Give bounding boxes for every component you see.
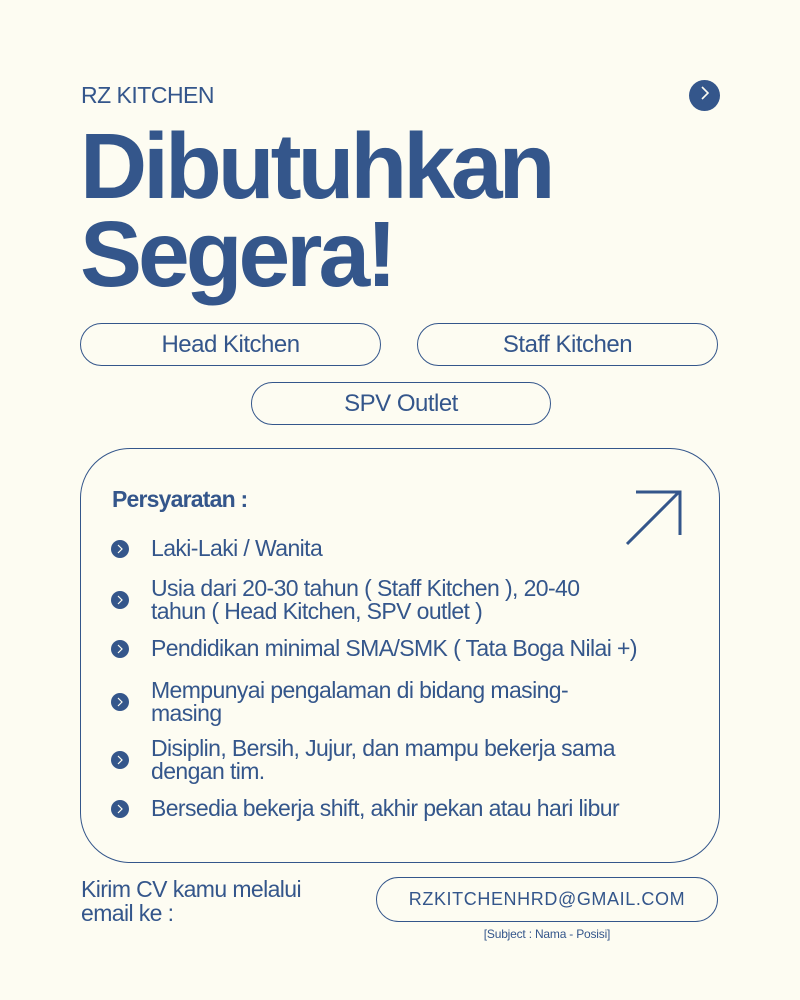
requirement-text: Bersedia bekerja shift, akhir pekan atau hari libur: [151, 795, 620, 821]
brand-name: RZ KITCHEN: [81, 82, 214, 108]
position-pill-staff-kitchen[interactable]: Staff Kitchen: [417, 323, 718, 366]
email-link[interactable]: RZKITCHENHRD@GMAIL.COM: [376, 877, 718, 922]
chevron-right-icon: [699, 85, 711, 106]
headline-line-1: Dibutuhkan: [80, 114, 552, 218]
requirements-title: Persyaratan :: [112, 486, 248, 512]
requirements-card: [80, 448, 720, 863]
chevron-right-circle-icon: [111, 800, 129, 818]
headline-line-2: Segera!: [80, 202, 394, 306]
list-item: [111, 737, 671, 783]
chevron-right-circle-icon: [111, 640, 129, 658]
requirement-text: Mempunyai pengalaman di bidang masing-masing: [151, 677, 569, 726]
position-pill-head-kitchen[interactable]: Head Kitchen: [80, 323, 381, 366]
list-item: [111, 797, 671, 820]
position-pill-spv-outlet[interactable]: SPV Outlet: [251, 382, 551, 425]
requirement-text: Laki-Laki / Wanita: [151, 535, 323, 561]
chevron-right-circle-icon: [111, 540, 129, 558]
contact-label: Kirim CV kamu melalui email ke :: [81, 876, 302, 926]
list-item: [111, 679, 671, 725]
page-title: [80, 114, 552, 306]
requirement-text: Usia dari 20-30 tahun ( Staff Kitchen ), 20-40 tahun ( Head Kitchen, SPV outlet ): [151, 575, 580, 624]
requirement-text: Disiplin, Bersih, Jujur, dan mampu bekerja sama dengan tim.: [151, 735, 615, 784]
list-item: [111, 537, 671, 560]
subject-note: [Subject : Nama - Posisi]: [483, 927, 611, 941]
chevron-right-circle-icon: [111, 751, 129, 769]
list-item: [111, 577, 671, 623]
chevron-right-circle-icon: [111, 693, 129, 711]
requirement-text: Pendidikan minimal SMA/SMK ( Tata Boga Nilai +): [151, 635, 637, 661]
next-button[interactable]: [689, 80, 720, 111]
list-item: [111, 637, 671, 660]
chevron-right-circle-icon: [111, 591, 129, 609]
